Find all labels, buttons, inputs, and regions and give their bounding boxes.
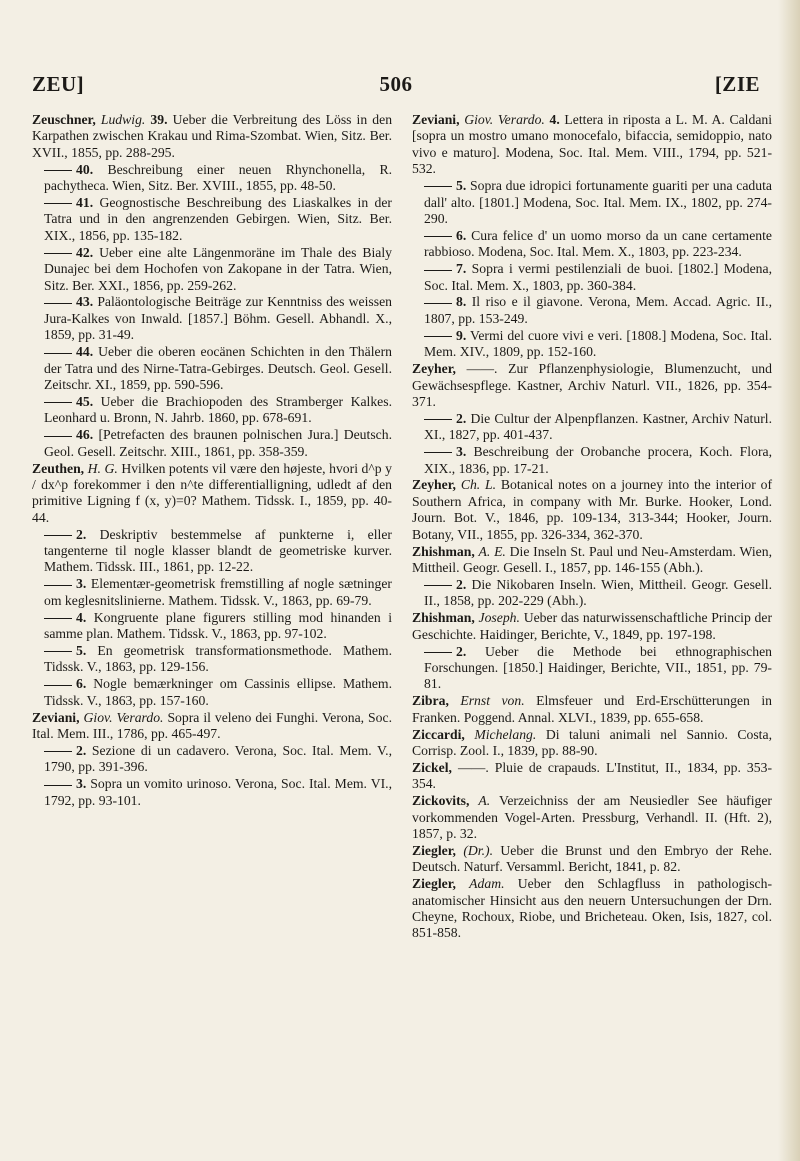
entry-text: Di taluni animali nel Sannio. Costa, Corrisp. Zool. I., 1839, pp. 88-90. xyxy=(412,726,772,758)
bibliography-entry xyxy=(32,710,392,743)
entry-author: Zeuschner, xyxy=(32,112,96,127)
ditto-dash xyxy=(424,270,452,271)
entry-text: Il riso e il giavone. Verona, Mem. Accad. Agric. II., 1807, pp. 153-249. xyxy=(424,294,773,326)
entry-author: Zickel, xyxy=(412,759,452,775)
entry-author: Ziegler, xyxy=(412,876,456,892)
entry-number: 44. xyxy=(76,344,94,360)
bibliography-entry xyxy=(412,361,772,410)
ditto-dash xyxy=(44,253,72,254)
entry-number: 8. xyxy=(456,294,467,310)
entry-text: Kongruente plane figurers stilling mod hinanden i samme plan. Mathem. Tidssk. V., 1863, pp. 97-102. xyxy=(44,609,392,642)
entry-number: 39. xyxy=(150,112,168,127)
entry-number: 46. xyxy=(76,427,94,443)
bibliography-entry xyxy=(412,261,772,294)
ditto-dash xyxy=(424,236,452,237)
ditto-dash xyxy=(44,651,72,652)
bibliography-entry xyxy=(412,544,772,577)
entry-number: 3. xyxy=(76,776,87,792)
entry-author: Zhishman, xyxy=(412,610,475,626)
entry-number: 7. xyxy=(456,261,467,277)
page-edge-shadow xyxy=(778,0,800,1161)
bibliography-entry xyxy=(32,294,392,343)
bibliography-entry xyxy=(412,328,772,361)
entry-text: [Petrefacten des braunen polnischen Jura.] Deutsch. Geol. Gesell. Zeitschr. XIII., 1861, pp. 358-359. xyxy=(44,427,392,459)
entry-author: Zickovits, xyxy=(412,793,470,809)
entry-forename: Ernst von. xyxy=(460,693,525,709)
ditto-dash xyxy=(424,303,452,304)
entry-text: Ueber das naturwissenschaftliche Princip der Geschichte. Haidinger, Berichte, V., 1849, pp. 197-198. xyxy=(412,610,773,642)
entry-text: Deskriptiv bestemmelse af punkterne i, eller tangenterne til nogle klasser blandt de geometriske kurver. Mathem. Tidssk. III., 1861, pp. 12-22. xyxy=(44,526,392,575)
entry-text: Geognostische Beschreibung des Liaskalkes in der Tatra und in den angrenzenden Gebirgen. Wien, Sitz. Ber. XIX., 1856, pp. 135-182. xyxy=(44,195,392,243)
entry-forename: A. E. xyxy=(478,543,506,559)
ditto-dash xyxy=(44,170,72,171)
entry-text: Sezione di un cadavero. Verona, Soc. Ital. Mem. V., 1790, pp. 391-396. xyxy=(44,742,393,775)
entry-text: Sopra il veleno dei Funghi. Verona, Soc. Ital. Mem. III., 1786, pp. 465-497. xyxy=(32,709,392,742)
ditto-dash xyxy=(44,535,72,536)
bibliography-entry xyxy=(32,162,392,195)
entry-author: Zeuthen, xyxy=(32,460,85,476)
entry-author: Zeviani, xyxy=(32,709,80,725)
entry-forename: Giov. Verardo. xyxy=(83,709,164,725)
bibliography-entry xyxy=(32,576,392,609)
entry-text: ——. Zur Pflanzenphysiologie, Blumenzucht, und Gewächsespflege. Kastner, Archiv Naturl. VII., 1826, pp. 354-371. xyxy=(412,361,772,409)
entry-author: Zeyher, xyxy=(412,477,456,493)
bibliography-entry xyxy=(32,112,392,161)
ditto-dash xyxy=(424,652,452,653)
entry-text: Sopra due idropici fortunamente guariti per una caduta dall' alto. [1801.] Modena, Soc. Ital. Mem. IX., 1802, pp. 274-290. xyxy=(424,178,772,226)
entry-number: 2. xyxy=(76,742,87,758)
bibliography-entry xyxy=(412,477,772,543)
entry-text: Die Inseln St. Paul und Neu-Amsterdam. Wien, Mittheil. Geogr. Gesell. I., 1857, pp. 146-155 (Abh.). xyxy=(412,543,773,575)
bibliography-entry xyxy=(32,344,392,393)
bibliography-entry xyxy=(32,245,392,294)
bibliography-entry xyxy=(412,610,772,643)
bibliography-entry xyxy=(412,411,772,444)
entry-text: Vermi del cuore vivi e veri. [1808.] Modena, Soc. Ital. Mem. XIV., 1809, pp. 152-160. xyxy=(424,327,772,360)
entry-author: Zeviani, xyxy=(412,112,460,127)
entry-text: Ueber die Brunst und den Embryo der Rehe. Deutsch. Naturf. Versamml. Bericht, 1841, p. 82. xyxy=(412,842,773,875)
entry-forename: (Dr.). xyxy=(463,842,493,858)
bibliography-entry xyxy=(32,195,392,244)
ditto-dash xyxy=(44,685,72,686)
entry-author: Ziegler, xyxy=(412,842,456,858)
entry-text: Ueber den Schlagfluss in pathologisch-anatomischer Hinsicht aus den neuern Untersuchungen der Drn. Cheyne, Rochoux, Riobe, und Bricheteau. Oken, Isis, 1827, col. 851-858. xyxy=(412,876,772,941)
right-column xyxy=(412,112,772,942)
entry-text: Ueber die Verbreitung des Löss in den Karpathen zwischen Krakau und Rima-Szombat. Wien, Sitz. Ber. XVII., 1855, pp. 288-295. xyxy=(32,112,393,160)
entry-number: 4. xyxy=(549,112,560,127)
entry-number: 6. xyxy=(76,676,87,692)
bibliography-entry xyxy=(412,444,772,477)
ditto-dash xyxy=(44,585,72,586)
entry-text: Ueber die Methode bei ethnographischen Forschungen. [1850.] Haidinger, Berichte, VII., 1851, pp. 79-81. xyxy=(424,643,773,692)
entry-number: 40. xyxy=(76,161,94,177)
ditto-dash xyxy=(424,585,452,586)
entry-forename: Ludwig. xyxy=(100,112,146,127)
entry-text: Beschreibung der Orobanche procera, Koch. Flora, XIX., 1836, pp. 17-21. xyxy=(424,444,772,476)
bibliography-entry xyxy=(32,743,392,776)
entry-number: 5. xyxy=(76,643,87,658)
bibliography-entry xyxy=(412,294,772,327)
ditto-dash xyxy=(44,303,72,304)
ditto-dash xyxy=(424,419,452,420)
ditto-dash xyxy=(44,402,72,403)
entry-text: Hvilken potents vil være den højeste, hvori d^p y / dx^p forekommer i den n^te differentialligning, udledt af den primitive Ligning f (x, y)=0? Mathem. Tidssk. I., 1859, pp. 40-44. xyxy=(32,460,392,525)
header-left-range: ZEU] xyxy=(32,72,85,96)
bibliography-entry xyxy=(412,178,772,227)
entry-number: 2. xyxy=(456,643,467,659)
ditto-dash xyxy=(424,452,452,453)
ditto-dash xyxy=(424,186,452,187)
entry-text: Lettera in riposta a L. M. A. Caldani [sopra un mostro umano monocefalo, bifaccia, semidoppio, nato vivo e maturo]. Modena, Soc. Ital. Mem. VIII., 1794, pp. 521-532. xyxy=(412,112,773,177)
bibliography-entry xyxy=(32,676,392,709)
ditto-dash xyxy=(44,751,72,752)
header-right-range: [ZIE xyxy=(714,72,760,96)
bibliography-entry xyxy=(32,610,392,643)
entry-text: Die Cultur der Alpenpflanzen. Kastner, Archiv Naturl. XI., 1827, pp. 401-437. xyxy=(424,410,772,443)
entry-number: 42. xyxy=(76,244,94,260)
entry-number: 5. xyxy=(456,178,467,194)
entry-forename: Giov. Verardo. xyxy=(464,112,545,127)
ditto-dash xyxy=(44,785,72,786)
entry-text: Die Nikobaren Inseln. Wien, Mittheil. Geogr. Gesell. II., 1858, pp. 202-229 (Abh.). xyxy=(424,576,772,609)
entry-text: Cura felice d' un uomo morso da un cane certamente rabbioso. Modena, Soc. Ital. Mem. X., 1803, pp. 223-234. xyxy=(424,227,772,260)
entry-number: 2. xyxy=(76,526,87,542)
ditto-dash xyxy=(424,336,452,337)
entry-forename: Michelang. xyxy=(474,726,537,742)
entry-author: Zeyher, xyxy=(412,361,456,377)
bibliography-entry xyxy=(32,394,392,427)
bibliography-entry xyxy=(412,228,772,261)
bibliography-entry xyxy=(32,527,392,576)
entry-forename: A. xyxy=(478,793,491,809)
bibliography-entry xyxy=(32,643,392,676)
bibliography-entry xyxy=(412,112,772,178)
entry-forename: Adam. xyxy=(469,876,505,892)
page-number: 506 xyxy=(379,72,413,96)
entry-author: Ziccardi, xyxy=(412,726,465,742)
entry-text: Paläontologische Beiträge zur Kenntniss des weissen Jura-Kalkes von Inwald. [1857.] Böhm. Gesell. Abhandl. X., 1859, pp. 31-49. xyxy=(44,294,392,343)
entry-text: Sopra i vermi pestilenziali de buoi. [1802.] Modena, Soc. Ital. Mem. X., 1803, pp. 360-384. xyxy=(424,261,773,293)
entry-text: Elementær-geometrisk fremstilling af nogle sætninger om keglesnitslinierne. Mathem. Tidssk. V., 1863, pp. 69-79. xyxy=(44,576,392,608)
running-header xyxy=(32,72,760,102)
bibliography-entry xyxy=(32,461,392,527)
entry-text: Beschreibung einer neuen Rhynchonella, R. pachytheca. Wien, Sitz. Ber. XVIII., 1855, pp. 48-50. xyxy=(44,161,393,194)
entry-number: 3. xyxy=(76,576,87,592)
entry-number: 6. xyxy=(456,227,467,243)
entry-number: 41. xyxy=(76,195,94,211)
entry-text: ——. Pluie de crapauds. L'Institut, II., 1834, pp. 353-354. xyxy=(412,759,773,792)
bibliography-entry xyxy=(412,760,772,793)
entry-text: Sopra un vomito urinoso. Verona, Soc. Ital. Mem. VI., 1792, pp. 93-101. xyxy=(44,776,393,808)
bibliography-entry xyxy=(412,876,772,942)
entry-number: 4. xyxy=(76,609,87,625)
entry-number: 2. xyxy=(456,410,467,426)
bibliography-entry xyxy=(412,727,772,760)
bibliography-entry xyxy=(412,843,772,876)
entry-number: 9. xyxy=(456,327,467,343)
ditto-dash xyxy=(44,203,72,204)
entry-forename: Joseph. xyxy=(478,610,520,626)
ditto-dash xyxy=(44,436,72,437)
entry-number: 3. xyxy=(456,444,467,460)
bibliography-entry xyxy=(32,427,392,460)
bibliography-entry xyxy=(32,776,392,809)
bibliography-entry xyxy=(412,693,772,726)
ditto-dash xyxy=(44,618,72,619)
entry-text: Ueber die oberen eocänen Schichten in den Thälern der Tatra und des Nirne-Tatra-Gebirges. Deutsch. Geol. Gesell. Zeitschr. XI., 1859, pp. 590-596. xyxy=(44,344,392,392)
left-column xyxy=(32,112,392,810)
bibliography-entry xyxy=(412,577,772,610)
entry-text: Ueber eine alte Längenmoräne im Thale des Bialy Dunajec bei dem Hochofen von Zakopane in der Tatra. Wien, Sitz. Ber. XXI., 1856, pp. 259-262. xyxy=(44,244,392,293)
entry-text: Elmsfeuer und Erd-Erschütterungen in Franken. Poggend. Annal. XLVI., 1839, pp. 655-658. xyxy=(412,693,772,725)
entry-number: 2. xyxy=(456,576,467,592)
entry-number: 43. xyxy=(76,294,94,310)
entry-number: 45. xyxy=(76,393,94,409)
entry-forename: Ch. L. xyxy=(460,477,497,493)
bibliography-entry xyxy=(412,793,772,842)
ditto-dash xyxy=(44,353,72,354)
entry-text: Botanical notes on a journey into the interior of Southern Africa, in company with Mr. Burke. Hooker, Lond. Journ. Bot. V., 1846, pp. 109-134, 313-344; Hooker, Journ. Botany, VII., 1855, pp. 326-334, 362-370. xyxy=(412,477,773,542)
bibliography-entry xyxy=(412,644,772,693)
entry-text: En geometrisk transformationsmethode. Mathem. Tidssk. V., 1863, pp. 129-156. xyxy=(44,643,392,675)
entry-author: Zhishman, xyxy=(412,543,475,559)
entry-text: Verzeichniss der am Neusiedler See häufiger vorkommenden Vogel-Arten. Pressburg, Verhandl. II. (Hft. 2), 1857, p. 32. xyxy=(412,793,772,841)
entry-text: Nogle bemærkninger om Cassinis ellipse. Mathem. Tidssk. V., 1863, pp. 157-160. xyxy=(44,676,392,708)
entry-forename: H. G. xyxy=(87,460,118,476)
entry-text: Ueber die Brachiopoden des Stramberger Kalkes. Leonhard u. Bronn, N. Jahrb. 1860, pp. 678-691. xyxy=(44,393,393,426)
entry-author: Zibra, xyxy=(412,693,449,709)
